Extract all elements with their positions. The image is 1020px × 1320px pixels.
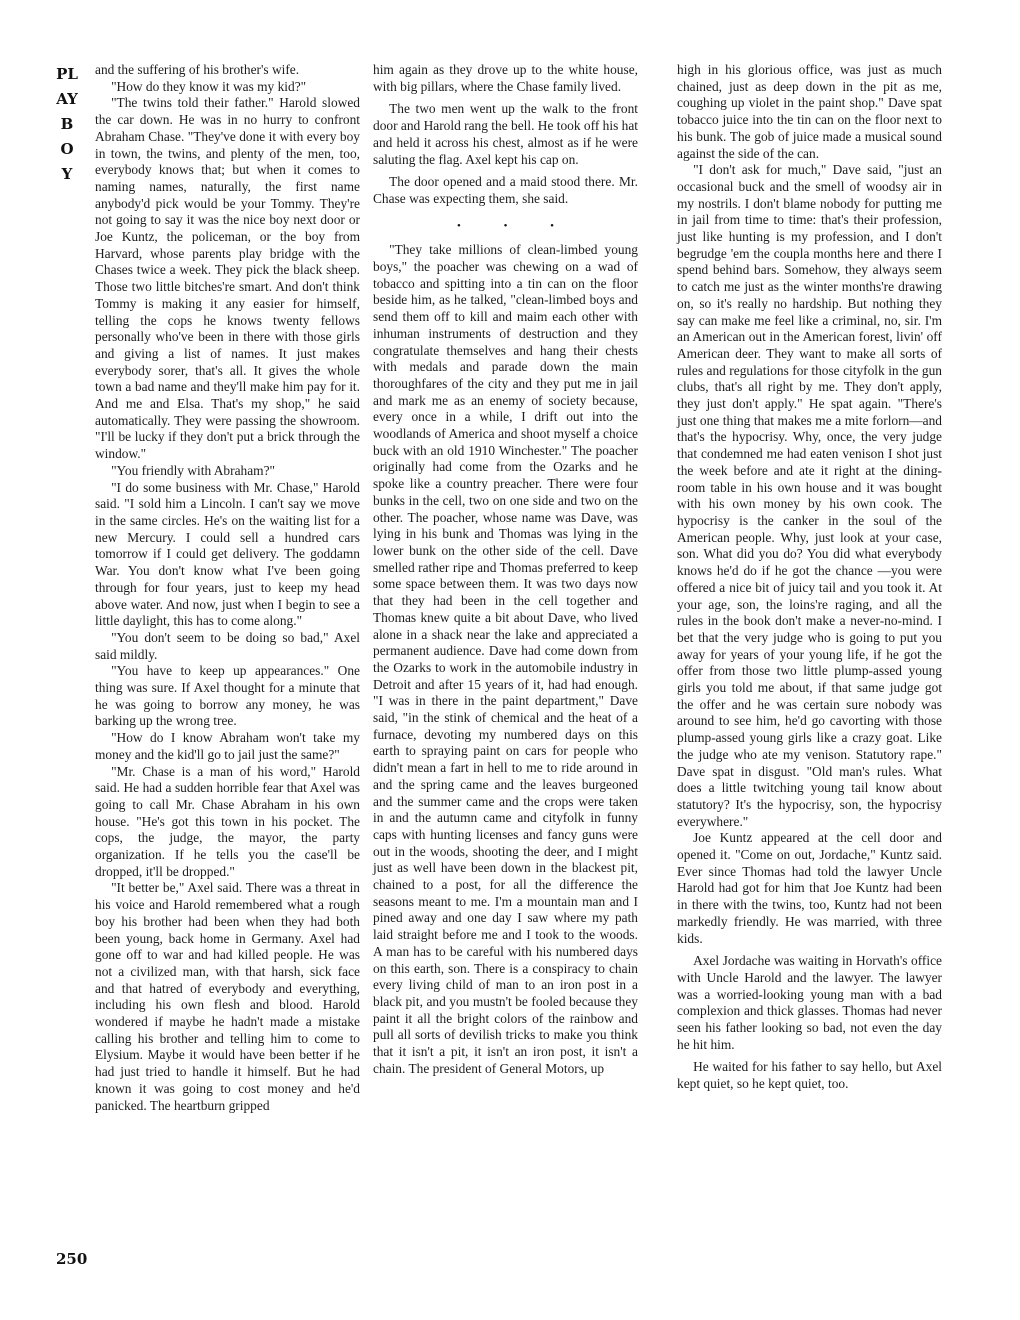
paragraph: "How do they know it was my kid?"	[111, 78, 307, 94]
paragraph: The two men went up the walk to the front door and Harold rang the bell. He took off his hat and held it across his chest, almost as if he were saluting the flag. Axel kept his cap on.	[373, 101, 638, 167]
paragraph: "You don't seem to be doing so bad," Axel said mildly.	[95, 629, 360, 662]
paragraph: high in his glorious office, was just as much chained, just as deep down in the pit as me, coughing up violet in the paint shop." Dave spat tobacco juice into the tin can on the floor next to his bunk. The gob of juice made a musical sound against the side of the can.	[677, 62, 942, 161]
column-1	[95, 62, 360, 1114]
section-break-ornament: • • •	[456, 219, 575, 232]
paragraph: "I do some business with Mr. Chase," Harold said. "I sold him a Lincoln. I can't say we move in the same circles. He's on the waiting list for a new Mercury. I could sell a hundred cars tomorrow if I could get delivery. The goddamn War. You don't know what I've been going through for four years, just to keep my head above water. And now, just when I begin to see a little daylight, this has to come along."	[95, 479, 360, 629]
paragraph: Joe Kuntz appeared at the cell door and opened it. "Come on out, Jordache," Kuntz said. Ever since Thomas had told the lawyer Uncle Harold had got for him that Joe Kuntz had been in there with the twins, too, Kuntz had not been markedly friendly. He was married, with three kids.	[677, 830, 942, 946]
paragraph: "They take millions of clean-limbed young boys," the poacher was chewing on a wad of tobacco and spitting into a tin can on the floor beside him, as he talked, "clean-limbed boys and send them off to kill and maim each other with inhuman instruments of destruction and they congratulate themselves and hang their chests with medals and parade down the main thoroughfares of the city and they put me in jail and mark me as an enemy of society because, every once in a while, I drift out into the woodlands of America and shoot myself a choice buck with an old 1910 Winchester." The poacher originally had come from the Ozarks and he spoke like a country preacher. There were four bunks in the cell, two on one side and two on the other. The poacher, whose name was Dave, was lying in his bunk and Thomas was lying in the lower bunk on the other side of the cell. Dave smelled rather ripe and Thomas preferred to keep some space between them. It was two days now that they had been in the cell together and Thomas knew quite a bit about Dave, who lived alone in a shack near the lake and appreciated a permanent audience. Dave had come down from the Ozarks to work in the automobile industry in Detroit and after 15 years of it, had had enough. "I was in there in the paint department," Dave said, "in the stink of chemical and the heat of a furnace, devoting my numbered days on this earth to spraying paint on cars for people who didn't mean a fart in hell to me to ride around in and the spring came and the leaves burgeoned and the summer came and the crops were taken in and the autumn came and cityfolk in funny caps with hunting licenses and fancy guns were out in the woods, shooting the deer, and I might just as well have been down in the blackest pit, chained to a post, for all the difference the seasons meant to me. I'm a mountain man and I pined away and one day I saw where my path laid straight before me and I took to the woods. A man has to be careful with his numbered days on this earth, son. There is a conspiracy to chain every living child of man to an iron post in a black pit, and you mustn't be fooled because they paint it all the bright colors of the rainbow and pull all sorts of devilish tricks to make you think that it isn't a pit, it isn't an iron post, it isn't a chain. The president of General Motors, up	[373, 242, 638, 1076]
page-number: 250	[56, 1250, 88, 1268]
paragraph: The door opened and a maid stood there. Mr. Chase was expecting them, she said.	[373, 174, 638, 206]
magazine-name: PLAYBOY	[56, 65, 78, 183]
paragraph: "Mr. Chase is a man of his word," Harold said. He had a sudden horrible fear that Axel was going to call Mr. Chase Abraham in his own house. "He's got this town in his pocket. The cops, the judge, the mayor, the party organization. If he tells you the case'll be dropped, it'll be dropped."	[95, 763, 360, 879]
paragraph: him again as they drove up to the white house, with big pillars, where the Chase family lived.	[373, 62, 638, 94]
paragraph: "How do I know Abraham won't take my money and the kid'll go to jail just the same?"	[95, 730, 360, 762]
paragraph: "You friendly with Abraham?"	[111, 462, 275, 478]
paragraph: "You have to keep up appearances." One thing was sure. If Axel thought for a minute that he was going to borrow any money, he was barking up the wrong tree.	[95, 663, 360, 729]
paragraph: "The twins told their father." Harold slowed the car down. He was in no hurry to confront Abraham Chase. "They've done it with every boy in town, the twins, and plenty of the men, too, everybody knows that; but when it comes to naming names, naturally, the first name anybody'd pick would be your Tommy. They're not going to say it was the nice boy next door or Joe Kuntz, the policeman, or the boy from Harvard, whose parents play bridge with the Chases twice a week. They pick the black sheep. Those two little bitches're smart. And don't think Tommy is making it any easier for himself, telling the cops he knows twenty fellows personally who've been in there with those girls and giving a list of names. It just makes everybody sorer, that's all. It gives the whole town a bad name and they'll make him pay for it. And me and Elsa. That's my shop," he said automatically. They were passing the showroom. "I'll be lucky if they don't put a brick through the window."	[95, 95, 360, 462]
column-3	[677, 62, 942, 1093]
paragraph: He waited for his father to say hello, but Axel kept quiet, so he kept quiet, too.	[677, 1059, 942, 1092]
paragraph: "I don't ask for much," Dave said, "just an occasional buck and the smell of woodsy air in my nostrils. I don't blame nobody for putting me in jail from time to time: that's their profession, just like hunting is my profession, and I don't begrudge 'em the coupla months here and there I spend behind bars. Somehow, they always seem to catch me just as the winter months're drawing on, so it's really no hardship. But nothing they say can make me feel like a criminal, no, sir. I'm an American out in the American forest, livin' off American deer. They want to make all sorts of rules and regulations for those cityfolk in the gun clubs, that's all right by me. They don't apply, they just don't apply." He spat again. "There's just one thing that makes me a mite forlorn—and that's the hypocrisy. Why, once, the very judge that condemned me had eaten venison I shot just the week before and ate it right at the dining-room table in his own house and it was bought with his own money by his own cook. The hypocrisy is the canker in the soul of the American people. Why, just look at your case, son. What did you do? You did what everybody knows he'd do if he got the chance —you were offered a nice bit of juicy tail and you took it. At your age, son, the loins're raging, and all the rules in the book don't make a never-no-mind. I bet that the very judge who is going to put you away for years of your young life, if he got the offer from those two little plump-assed young girls you told me about, if that same judge got the offer and he was certain sure nobody was around to see him, he'd go cavorting with those plump-assed young girls like a crazy goat. Like the judge who ate my venison. Statutory rape." Dave spat in disgust. "Old man's rules. What does a little twitching young tail know about statutory? It's the hypocrisy, son, the hypocrisy everywhere."	[677, 162, 942, 829]
paragraph: "It better be," Axel said. There was a threat in his voice and Harold remembered what a rough boy his brother had been when they had both been young, back home in Germany. Axel had gone off to war and had killed people. He was not a civilized man, with that harsh, sick face and that hatred of everybody and everything, including his own flesh and blood. Harold wondered if maybe he hadn't made a mistake calling his brother and telling him to come to Elysium. Maybe it would have been better if he had just tried to handle it himself. But he had known it was going to cost money and he'd panicked. The heartburn gripped	[95, 880, 360, 1113]
paragraph: Axel Jordache was waiting in Horvath's office with Uncle Harold and the lawyer. The lawyer was a worried-looking young man with a bad complexion and thick glasses. Thomas had never seen his father looking so bad, not even the day he hit him.	[677, 953, 942, 1052]
paragraph: and the suffering of his brother's wife.	[95, 62, 300, 77]
column-2	[373, 62, 638, 1077]
